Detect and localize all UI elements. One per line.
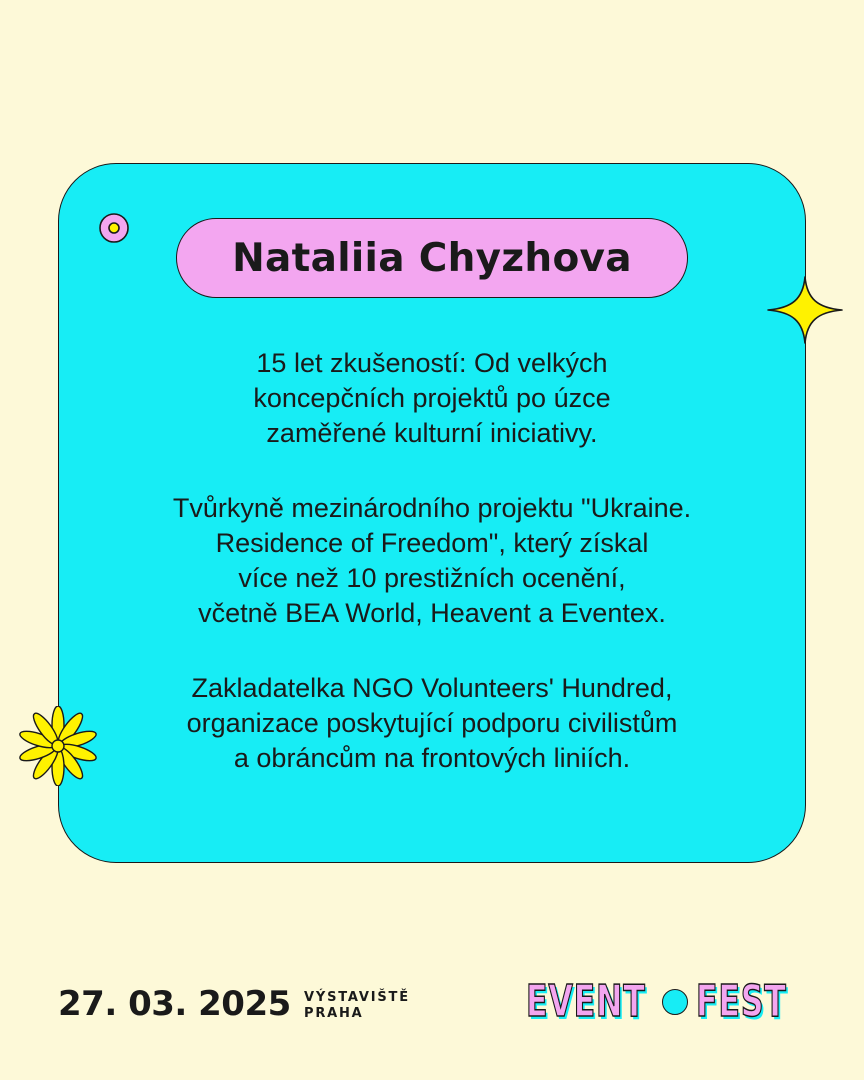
venue-line: PRAHA	[304, 1006, 364, 1021]
bio-line: 15 let zkušeností: Od velkých	[256, 348, 608, 378]
bio-paragraph-experience	[70, 346, 794, 451]
logo-word-event: EVENT	[526, 976, 646, 1027]
event-venue	[304, 990, 410, 1022]
bio-line: a obráncům na frontových liniích.	[233, 743, 631, 773]
bio-line: včetně BEA World, Heavent a Eventex.	[198, 598, 666, 628]
venue-line: VÝSTAVIŠTĚ	[304, 990, 410, 1005]
event-date: 27. 03. 2025	[58, 984, 291, 1024]
bio-paragraph-project	[70, 491, 794, 631]
logo-circle-icon	[662, 989, 688, 1015]
sparkle-star-icon	[766, 275, 844, 345]
bio-paragraph-ngo	[70, 671, 794, 776]
bio-line: koncepčních projektů po úzce	[253, 383, 611, 413]
bio-line: zaměřené kulturní iniciativy.	[266, 418, 598, 448]
bio-line: Zakladatelka NGO Volunteers' Hundred,	[191, 673, 673, 703]
bio-line: organizace poskytující podporu civilistům	[186, 708, 678, 738]
target-dot-icon	[98, 212, 130, 244]
bio-line: více než 10 prestižních ocenění,	[238, 563, 626, 593]
speaker-name: Nataliia Chyzhova	[176, 218, 688, 298]
bio-line: Tvůrkyně mezinárodního projektu "Ukraine.	[172, 493, 692, 523]
bio-line: Residence of Freedom", který získal	[215, 528, 649, 558]
logo-word-fest: FEST	[696, 976, 787, 1027]
event-fest-logo	[526, 977, 796, 1027]
